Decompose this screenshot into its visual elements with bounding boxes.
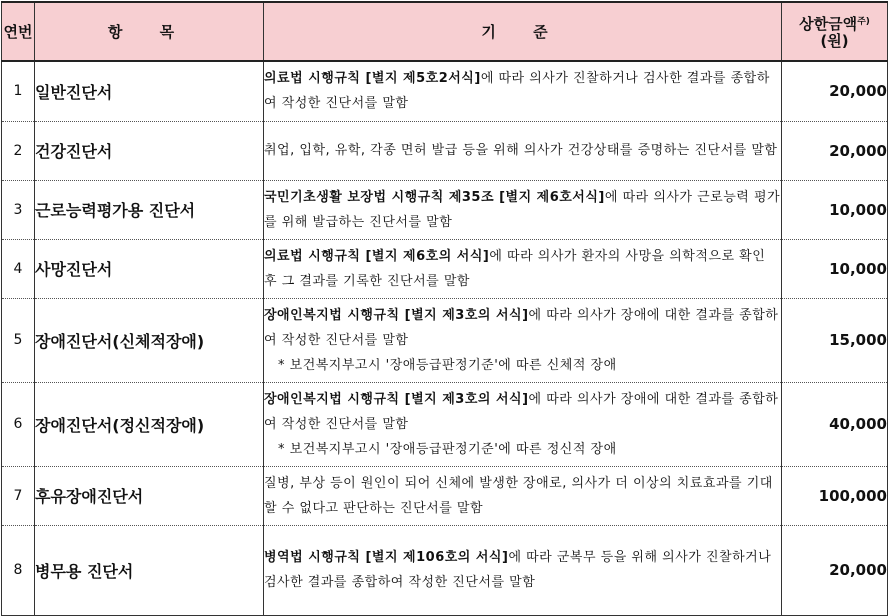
row-standard	[264, 180, 782, 239]
row-standard	[264, 466, 782, 525]
row-amount: 20,000	[782, 121, 888, 180]
row-amount: 20,000	[782, 525, 888, 615]
row-standard	[264, 61, 782, 121]
row-standard-note: * 보건복지부고시 '장애등급판정기준'에 따른 신체적 장애	[278, 357, 617, 373]
row-number: 4	[2, 239, 35, 298]
row-number: 6	[2, 382, 35, 466]
row-amount: 10,000	[782, 180, 888, 239]
row-amount: 10,000	[782, 239, 888, 298]
row-standard-law: 의료법 시행규칙 [별지 제5호2서식]	[264, 71, 481, 87]
table-row	[2, 121, 888, 180]
row-standard-note: * 보건복지부고시 '장애등급판정기준'에 따른 정신적 장애	[278, 441, 617, 457]
row-standard-text: 에 따라 군복무 등을 위해 의사가 진찰하거나 검사한 결과를 종합하여 작성한 진단서를 말함	[264, 550, 772, 590]
fee-table	[1, 1, 888, 616]
row-amount: 20,000	[782, 61, 888, 121]
row-number: 3	[2, 180, 35, 239]
row-standard-law: 국민기초생활 보장법 시행규칙 제35조 [별지 제6호서식]	[264, 189, 605, 205]
table-header	[2, 2, 888, 61]
table-row	[2, 180, 888, 239]
header-amount-note: 주)	[857, 16, 870, 27]
row-number: 1	[2, 61, 35, 121]
row-standard-text: 에 따라 의사가 장애에 대한 결과를 종합하여 작성한 진단서를 말함	[264, 307, 779, 348]
header-no: 연번	[2, 2, 35, 61]
row-standard	[264, 239, 782, 298]
table-row	[2, 466, 888, 525]
row-standard-text: 질병, 부상 등이 원인이 되어 신체에 발생한 장애로, 의사가 더 이상의 치료효과를 기대할 수 없다고 판단하는 진단서를 말함	[264, 475, 773, 516]
header-amount	[782, 2, 888, 61]
table-body	[2, 61, 888, 615]
row-item: 건강진단서	[35, 121, 264, 180]
row-standard-text: 에 따라 의사가 근로능력 평가를 위해 발급하는 진단서를 말함	[264, 189, 781, 230]
row-standard-text: 취업, 입학, 유학, 각종 면허 발급 등을 위해 의사가 건강상태를 증명하는 진단서를 말함	[264, 143, 778, 158]
row-standard-text: 에 따라 의사가 진찰하거나 검사한 결과를 종합하여 작성한 진단서를 말함	[264, 71, 770, 112]
row-item: 장애진단서(정신적장애)	[35, 382, 264, 466]
header-standard: 기 준	[264, 2, 782, 61]
row-standard-text: 에 따라 의사가 장애에 대한 결과를 종합하여 작성한 진단서를 말함	[264, 391, 779, 432]
row-item: 장애진단서(신체적장애)	[35, 298, 264, 382]
row-item: 후유장애진단서	[35, 466, 264, 525]
header-amount-label: 상한금액	[799, 14, 858, 33]
header-amount-unit: (원)	[820, 31, 849, 50]
table-row	[2, 382, 888, 466]
row-number: 5	[2, 298, 35, 382]
row-amount: 15,000	[782, 298, 888, 382]
row-number: 2	[2, 121, 35, 180]
table-row	[2, 61, 888, 121]
row-standard-law: 의료법 시행규칙 [별지 제6호의 서식]	[264, 248, 490, 264]
header-item: 항 목	[35, 2, 264, 61]
table-row	[2, 239, 888, 298]
row-standard-law: 장애인복지법 시행규칙 [별지 제3호의 서식]	[264, 391, 529, 407]
row-standard-text: 에 따라 의사가 환자의 사망을 의학적으로 확인 후 그 결과를 기록한 진단서를 말함	[264, 248, 766, 289]
row-item: 일반진단서	[35, 61, 264, 121]
table-row	[2, 298, 888, 382]
row-standard	[264, 382, 782, 466]
row-standard-law: 병역법 시행규칙 [별지 제106호의 서식]	[264, 550, 509, 565]
table-row	[2, 525, 888, 615]
row-amount: 40,000	[782, 382, 888, 466]
row-amount: 100,000	[782, 466, 888, 525]
row-item: 근로능력평가용 진단서	[35, 180, 264, 239]
row-item: 사망진단서	[35, 239, 264, 298]
row-number: 8	[2, 525, 35, 615]
row-standard-law: 장애인복지법 시행규칙 [별지 제3호의 서식]	[264, 307, 529, 323]
row-item: 병무용 진단서	[35, 525, 264, 615]
row-number: 7	[2, 466, 35, 525]
row-standard	[264, 121, 782, 180]
row-standard	[264, 525, 782, 615]
row-standard	[264, 298, 782, 382]
